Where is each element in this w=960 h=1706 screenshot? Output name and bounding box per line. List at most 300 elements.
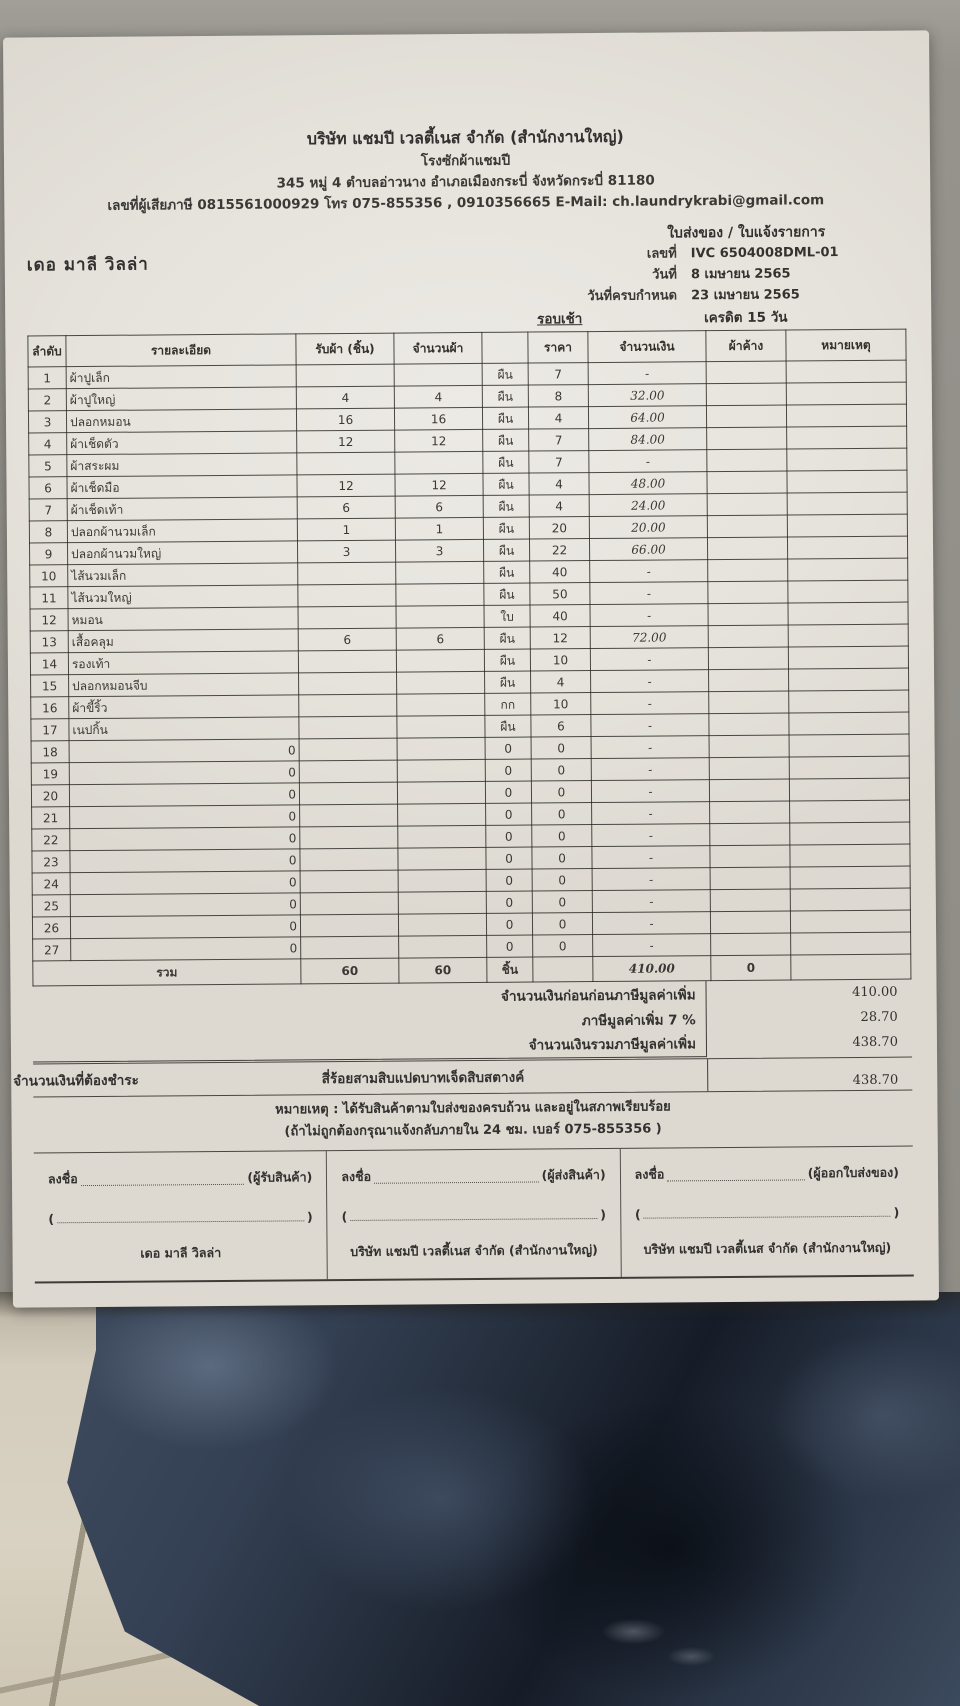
cell: 4	[394, 386, 482, 409]
cell	[709, 669, 789, 692]
cell	[396, 606, 484, 629]
cell	[706, 361, 786, 384]
credit-terms: เครดิต 15 วัน	[704, 309, 788, 327]
cell	[710, 845, 790, 868]
cell	[399, 936, 487, 959]
cell	[708, 625, 788, 648]
cell: 6	[297, 496, 395, 519]
cell: 23	[32, 851, 70, 873]
cell: ผืน	[485, 715, 531, 737]
cell	[706, 405, 786, 428]
vat-label: ภาษีมูลค่าเพิ่ม 7 %	[33, 1007, 707, 1037]
cell	[709, 779, 789, 802]
cell	[396, 650, 484, 673]
cell	[297, 452, 395, 475]
col-note: หมายเหตุ	[786, 329, 906, 361]
cell: ผ้าขี้ริ้ว	[69, 695, 299, 719]
cell: 0	[486, 803, 532, 825]
cell: 0	[69, 739, 299, 763]
cell: 6	[29, 477, 67, 499]
signature-line[interactable]	[667, 1179, 804, 1181]
cell	[299, 672, 397, 695]
cell: 0	[532, 891, 592, 913]
cell	[398, 804, 486, 827]
cell: 12	[297, 474, 395, 497]
cell: ผ้าเช็ดตัว	[67, 431, 297, 455]
cell: 24.00	[589, 494, 707, 517]
cell: 2	[28, 389, 66, 411]
signature-line[interactable]	[374, 1181, 539, 1183]
cell	[398, 848, 486, 871]
printed-name-line[interactable]	[644, 1215, 891, 1218]
signatures-section	[34, 1146, 914, 1283]
doc-date-value: 8 เมษายน 2565	[690, 266, 791, 283]
cell: 0	[487, 935, 533, 957]
cell	[397, 760, 485, 783]
cell: ผืน	[482, 385, 528, 407]
cell: -	[588, 362, 706, 385]
subtotal-label: จำนวนเงินก่อนก่อนภาษีมูลค่าเพิ่ม	[32, 982, 706, 1012]
cell: ผ้าเช็ดมือ	[67, 475, 297, 499]
cell: -	[591, 758, 709, 781]
cell: 84.00	[589, 428, 707, 451]
cell: 4	[531, 671, 591, 693]
cell: 1	[395, 518, 483, 541]
cell	[300, 804, 398, 827]
cell: 0	[70, 893, 300, 917]
cell: 0	[485, 781, 531, 803]
cell	[787, 514, 907, 537]
cell	[300, 848, 398, 871]
cell: 1	[28, 367, 66, 389]
cell: 0	[531, 781, 591, 803]
cell	[790, 866, 910, 889]
cell: ผืน	[482, 407, 528, 429]
cell: 0	[69, 761, 299, 785]
grand-total-label: จำนวนเงินรวมภาษีมูลค่าเพิ่ม	[33, 1031, 707, 1062]
cell: 0	[532, 803, 592, 825]
cell: 18	[31, 741, 69, 763]
cell: 12	[530, 627, 590, 649]
document-info	[587, 220, 906, 307]
cell: 0	[70, 915, 300, 939]
cell: 20	[31, 785, 69, 807]
total-note	[791, 954, 911, 980]
cell: ผืน	[483, 429, 529, 451]
cell: 7	[29, 499, 67, 521]
cell: 0	[485, 759, 531, 781]
cell: 4	[529, 473, 589, 495]
cell: ผืน	[484, 583, 530, 605]
cell	[709, 691, 789, 714]
cell	[299, 782, 397, 805]
cell: ผืน	[484, 627, 530, 649]
cell: รองเท้า	[68, 651, 298, 675]
total-label: รวม	[33, 959, 301, 986]
cell	[397, 738, 485, 761]
cell	[299, 694, 397, 717]
cell	[300, 826, 398, 849]
col-price: ราคา	[528, 332, 588, 363]
cell: 21	[32, 807, 70, 829]
vat-value: 28.70	[860, 1010, 898, 1026]
total-pending: 0	[711, 955, 791, 981]
cell: 3	[395, 540, 483, 563]
cell: 12	[395, 474, 483, 497]
total-amount: 410.00	[593, 956, 711, 982]
cell: 8	[528, 385, 588, 407]
cell	[707, 471, 787, 494]
cell: 10	[530, 649, 590, 671]
grand-total-value: 438.70	[852, 1035, 899, 1051]
cell: ผ้าปูใหญ่	[66, 387, 296, 411]
cell: เสื้อคลุม	[68, 629, 298, 653]
cell: 26	[32, 917, 70, 939]
doc-date-label: วันที่	[652, 267, 677, 283]
cell	[299, 760, 397, 783]
doc-no-value: IVC 6504008DML-01	[690, 245, 839, 262]
cell: 0	[531, 737, 591, 759]
printed-name-line[interactable]	[57, 1220, 304, 1223]
cell: ผืน	[483, 495, 529, 517]
items-table	[27, 329, 911, 987]
cell	[296, 364, 394, 387]
printed-name-line[interactable]	[350, 1218, 597, 1221]
cell	[298, 562, 396, 585]
cell: 40	[530, 605, 590, 627]
role-label: (ผู้รับสินค้า)	[247, 1168, 313, 1185]
cell: 19	[31, 763, 69, 785]
cell: 0	[532, 825, 592, 847]
cell: หมอน	[68, 607, 298, 631]
cell: 4	[529, 495, 589, 517]
cell: 27	[33, 939, 71, 961]
cell: 10	[531, 693, 591, 715]
cell: 7	[528, 363, 588, 385]
cell: 66.00	[589, 538, 707, 561]
cell: -	[590, 582, 708, 605]
cell: 10	[30, 565, 68, 587]
doc-due-value: 23 เมษายน 2565	[691, 286, 800, 303]
cell	[789, 690, 909, 713]
cell	[710, 911, 790, 934]
cell: 4	[29, 433, 67, 455]
cell	[396, 584, 484, 607]
sign-label: ลงชื่อ	[634, 1166, 665, 1182]
cell	[786, 404, 906, 427]
notes-section	[33, 1091, 912, 1153]
cell	[397, 782, 485, 805]
cell: 15	[31, 675, 69, 697]
cell	[788, 580, 908, 603]
total-price	[533, 957, 593, 982]
cell	[708, 581, 788, 604]
cell: -	[590, 560, 708, 583]
cell	[787, 426, 907, 449]
cell: -	[590, 604, 708, 627]
cell: 8	[29, 521, 67, 543]
cell: ผืน	[483, 539, 529, 561]
signature-issuer: ลงชื่อ (ผู้ออกใบส่งของ) ( ) บริษัท แชมปี เวลตี้เนส จำกัด (สำนักงานใหญ่)	[619, 1146, 913, 1276]
doc-no-label: เลขที่	[646, 246, 677, 262]
cell	[787, 536, 907, 559]
cell	[790, 844, 910, 867]
photo-background	[0, 1292, 960, 1706]
cell	[789, 712, 909, 735]
cell	[790, 800, 910, 823]
cell	[298, 650, 396, 673]
cell: 7	[529, 429, 589, 451]
amount-due-value: 438.70	[707, 1058, 912, 1092]
cell: 9	[29, 543, 67, 565]
cell	[398, 914, 486, 937]
cell: 0	[486, 891, 532, 913]
cell	[787, 470, 907, 493]
cell: 6	[531, 715, 591, 737]
cell: 3	[28, 411, 66, 433]
cell	[710, 823, 790, 846]
signature-line[interactable]	[81, 1183, 245, 1185]
cell	[394, 364, 482, 387]
cell: 72.00	[590, 626, 708, 649]
cell	[788, 624, 908, 647]
cell	[709, 735, 789, 758]
cell: 0	[532, 913, 592, 935]
cell: ผืน	[482, 363, 528, 385]
cell	[786, 382, 906, 405]
cell: 0	[532, 847, 592, 869]
cell: 0	[533, 935, 593, 957]
amount-in-words: สี่ร้อยสามสิบแปดบาทเจ็ดสิบสตางค์	[321, 1069, 525, 1088]
role-label: (ผู้ส่งสินค้า)	[541, 1166, 606, 1182]
cell	[707, 493, 787, 516]
cell: 12	[395, 430, 483, 453]
cell: 4	[296, 386, 394, 409]
cell: -	[591, 780, 709, 803]
cell: 12	[297, 430, 395, 453]
cell: 20	[529, 517, 589, 539]
cell	[707, 537, 787, 560]
cell	[789, 778, 909, 801]
cell	[790, 822, 910, 845]
cell	[396, 562, 484, 585]
cell: 3	[297, 540, 395, 563]
cell	[298, 606, 396, 629]
cell: ไส้นวมเล็ก	[68, 563, 298, 587]
cell	[707, 427, 787, 450]
cell: -	[591, 670, 709, 693]
subtotal-value: 410.00	[851, 985, 898, 1001]
cell: 32.00	[588, 384, 706, 407]
cell	[398, 826, 486, 849]
cell: ปลอกผ้านวมเล็ก	[67, 519, 297, 543]
signature-receiver: ลงชื่อ (ผู้รับสินค้า) ( ) เดอ มาลี วิลล่า	[34, 1151, 327, 1281]
cell	[789, 756, 909, 779]
cell: ผืน	[484, 649, 530, 671]
cell: -	[592, 890, 710, 913]
col-quantity: จำนวนผ้า	[394, 333, 482, 365]
cell	[711, 933, 791, 956]
total-received: 60	[301, 958, 399, 984]
sign-label: ลงชื่อ	[341, 1168, 372, 1184]
cell: 6	[396, 628, 484, 651]
document-meta	[27, 220, 907, 312]
cell: -	[593, 934, 711, 957]
cell	[786, 360, 906, 383]
cell: ผืน	[484, 561, 530, 583]
cell: 0	[486, 825, 532, 847]
cell: 40	[530, 561, 590, 583]
cell: 13	[30, 631, 68, 653]
cell: ปลอกผ้านวมใหญ่	[67, 541, 297, 565]
cell: ผ้าเช็ดเท้า	[67, 497, 297, 521]
cell: 22	[32, 829, 70, 851]
col-description: รายละเอียด	[66, 334, 296, 367]
cell	[706, 383, 786, 406]
document-type-title: ใบส่งของ / ใบแจ้งรายการ	[667, 223, 826, 242]
cell	[788, 646, 908, 669]
cell	[710, 889, 790, 912]
cell	[708, 559, 788, 582]
col-pending: ผ้าค้าง	[706, 330, 786, 362]
cell: 4	[528, 407, 588, 429]
total-unit: ชิ้น	[487, 957, 533, 982]
cell	[788, 558, 908, 581]
role-label: (ผู้ออกใบส่งของ)	[807, 1164, 900, 1180]
cell: 6	[298, 628, 396, 651]
note-line-1: หมายเหตุ : ได้รับสินค้าตามใบส่งของครบถ้วน และอยู่ในสภาพเรียบร้อย	[275, 1099, 671, 1118]
cell: 50	[530, 583, 590, 605]
cell: 12	[30, 609, 68, 631]
cell: 20.00	[589, 516, 707, 539]
cell	[300, 892, 398, 915]
cell: ปลอกหมอนจีบ	[69, 673, 299, 697]
cell: 16	[296, 408, 394, 431]
cell: 1	[297, 518, 395, 541]
cell	[710, 867, 790, 890]
round-label: รอบเช้า	[537, 311, 583, 328]
cell: เนปกิ้น	[69, 717, 299, 741]
cell	[301, 936, 399, 959]
cell	[397, 694, 485, 717]
cell	[299, 738, 397, 761]
cell: 5	[29, 455, 67, 477]
cell	[709, 757, 789, 780]
cell	[789, 734, 909, 757]
cell: ไส้นวมใหญ่	[68, 585, 298, 609]
cell: -	[589, 450, 707, 473]
cell: ปลอกหมอน	[66, 409, 296, 433]
cell	[707, 449, 787, 472]
cell: 14	[30, 653, 68, 675]
cell: -	[591, 692, 709, 715]
col-received: รับผ้า (ชิ้น)	[296, 333, 394, 365]
cell: ผืน	[483, 473, 529, 495]
summary-section	[32, 980, 912, 1062]
cell	[300, 914, 398, 937]
cell	[789, 668, 909, 691]
cell: 0	[70, 871, 300, 895]
cell: 6	[395, 496, 483, 519]
cell: -	[592, 868, 710, 891]
cell: 0	[70, 827, 300, 851]
cell	[299, 716, 397, 739]
cell: 0	[485, 737, 531, 759]
cell: 0	[486, 913, 532, 935]
note-line-2: (ถ้าไม่ถูกต้องกรุณาแจ้งกลับภายใน 24 ชม. เบอร์ 075-855356 )	[284, 1121, 662, 1140]
doc-due-label: วันที่ครบกำหนด	[587, 287, 678, 304]
cell: 0	[71, 937, 301, 961]
cell: ใบ	[484, 605, 530, 627]
cell	[395, 452, 483, 475]
cell: 0	[486, 869, 532, 891]
cell	[787, 492, 907, 515]
invoice-paper	[3, 30, 939, 1307]
cell	[791, 932, 911, 955]
cell: 22	[529, 539, 589, 561]
cell	[300, 870, 398, 893]
cell	[787, 448, 907, 471]
cell: -	[591, 714, 709, 737]
signature-party-name: บริษัท แชมปี เวลตี้เนส จำกัด (สำนักงานใหญ่)	[350, 1241, 598, 1259]
cell: 0	[532, 869, 592, 891]
cell: 11	[30, 587, 68, 609]
customer-name: เดอ มาลี วิลล่า	[26, 254, 149, 276]
cell: 0	[70, 805, 300, 829]
cell	[397, 716, 485, 739]
cell: 0	[486, 847, 532, 869]
cell: 24	[32, 873, 70, 895]
total-quantity: 60	[399, 958, 487, 984]
col-amount: จำนวนเงิน	[588, 331, 706, 363]
cell	[710, 801, 790, 824]
cell: -	[592, 802, 710, 825]
cell	[790, 910, 910, 933]
cell: 25	[32, 895, 70, 917]
cell: 16	[394, 408, 482, 431]
cell: 17	[31, 719, 69, 741]
cell: 0	[69, 783, 299, 807]
cell: 48.00	[589, 472, 707, 495]
cell: กก	[485, 693, 531, 715]
cell: 64.00	[588, 406, 706, 429]
cell	[398, 892, 486, 915]
cell	[398, 870, 486, 893]
signature-party-name: เดอ มาลี วิลล่า	[140, 1244, 222, 1261]
cell: -	[592, 912, 710, 935]
cell: 7	[529, 451, 589, 473]
col-no: ลำดับ	[28, 336, 66, 367]
cell: 16	[31, 697, 69, 719]
cell: ผ้าปูเล็ก	[66, 365, 296, 389]
company-branch: โรงซักผ้าแชมปี	[420, 152, 511, 170]
col-unit	[482, 332, 528, 363]
cell	[707, 515, 787, 538]
company-name: บริษัท แชมปี เวลตี้เนส จำกัด (สำนักงานใหญ่)	[306, 126, 624, 149]
cell	[298, 584, 396, 607]
cell	[708, 647, 788, 670]
signature-party-name: บริษัท แชมปี เวลตี้เนส จำกัด (สำนักงานใหญ่)	[643, 1239, 892, 1257]
cell: -	[592, 824, 710, 847]
cell: -	[591, 736, 709, 759]
cell	[397, 672, 485, 695]
signature-sender: ลงชื่อ (ผู้ส่งสินค้า) ( ) บริษัท แชมปี เวลตี้เนส จำกัด (สำนักงานใหญ่)	[326, 1148, 620, 1278]
cell: ผืน	[483, 517, 529, 539]
amount-due-label: จำนวนเงินที่ต้องชำระ	[13, 1072, 139, 1090]
sign-label: ลงชื่อ	[47, 1170, 78, 1186]
company-header	[26, 123, 906, 217]
cell: ผืน	[483, 451, 529, 473]
